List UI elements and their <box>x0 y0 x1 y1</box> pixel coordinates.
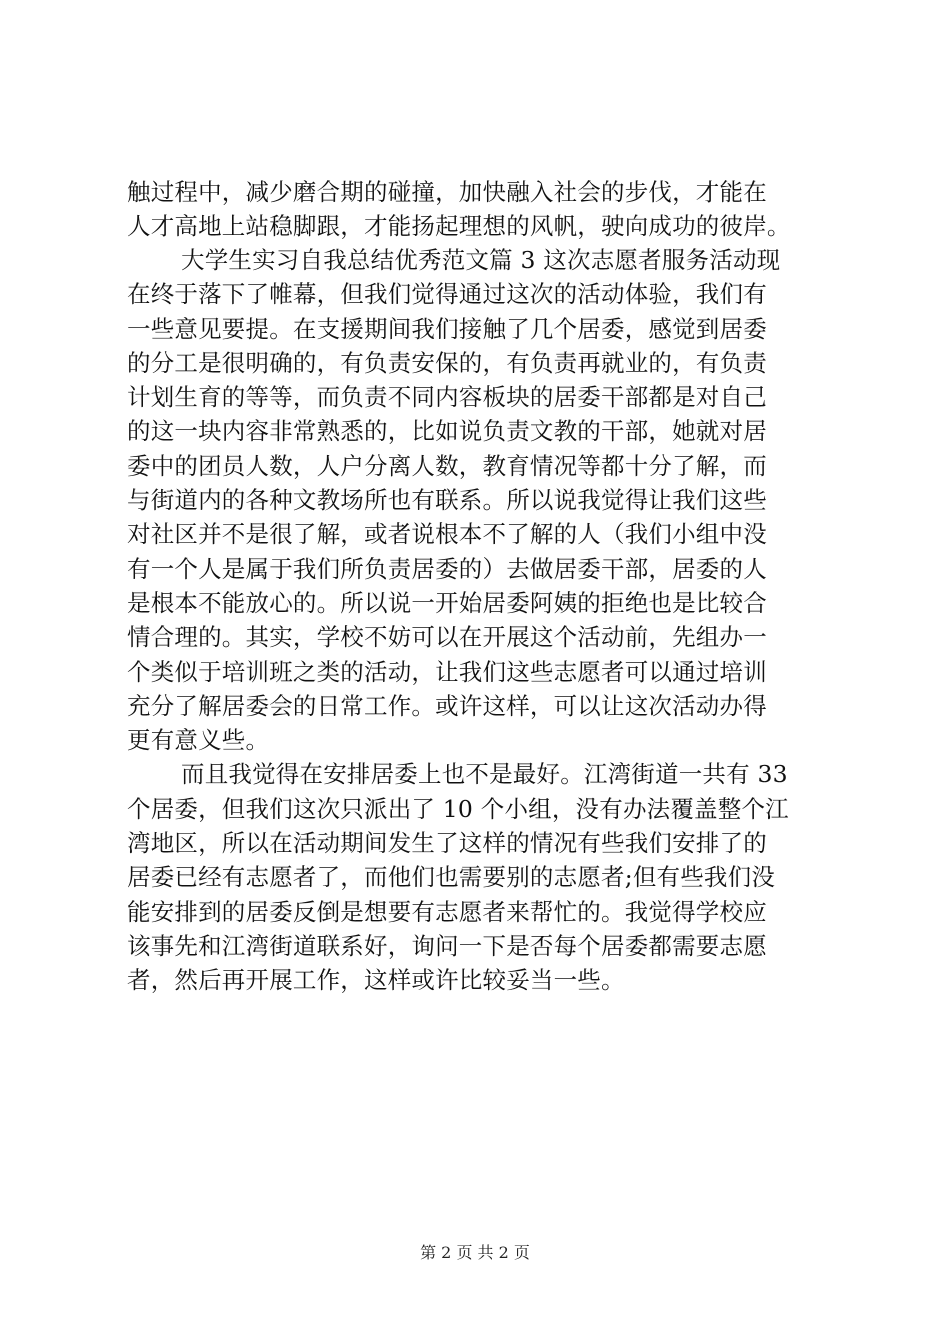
text-line: 者，然后再开展工作，这样或许比较妥当一些。 <box>127 966 625 995</box>
paragraph-4 <box>127 757 847 997</box>
text-line: 的分工是很明确的，有负责安保的，有负责再就业的，有负责 <box>127 348 767 377</box>
text-line: 触过程中，减少磨合期的碰撞，加快融入社会的步伐，才能在 <box>127 178 767 206</box>
text-line: 对社区并不是很了解，或者说根本不了解的人（我们小组中没 <box>127 520 767 549</box>
text-line: 是根本不能放心的。所以说一开始居委阿姨的拒绝也是比较合 <box>127 588 767 617</box>
text-line: 计划生育的等等，而负责不同内容板块的居委干部都是对自己 <box>127 383 767 412</box>
text-line: 而且我觉得在安排居委上也不是最好。江湾街道一共有 33 <box>181 760 788 789</box>
text-line: 有一个人是属于我们所负责居委的）去做居委干部，居委的人 <box>127 554 767 583</box>
text-line: 在终于落下了帷幕，但我们觉得通过这次的活动体验，我们有 <box>127 280 767 309</box>
text-line: 湾地区，所以在活动期间发生了这样的情况有些我们安排了的 <box>127 829 767 858</box>
text-line: 充分了解居委会的日常工作。或许这样，可以让这次活动办得 <box>127 691 767 720</box>
text-line: 更有意义些。 <box>127 726 270 755</box>
text-line: 个居委，但我们这次只派出了 10 个小组，没有办法覆盖整个江 <box>127 794 789 823</box>
text-line: 一些意见要提。在支援期间我们接触了几个居委，感觉到居委 <box>127 314 767 343</box>
text-line: 能安排到的居委反倒是想要有志愿者来帮忙的。我觉得学校应 <box>127 897 767 926</box>
text-line: 个类似于培训班之类的活动，让我们这些志愿者可以通过培训 <box>127 657 767 686</box>
text-line: 该事先和江湾街道联系好，询问一下是否每个居委都需要志愿 <box>127 931 767 960</box>
page-footer: 第 2 页 共 2 页 <box>420 1243 530 1262</box>
text-line: 的这一块内容非常熟悉的，比如说负责文教的干部，她就对居 <box>127 417 767 446</box>
text-line: 与街道内的各种文教场所也有联系。所以说我觉得让我们这些 <box>127 486 767 515</box>
text-line: 人才高地上站稳脚跟，才能扬起理想的风帆，驶向成功的彼岸。 <box>127 212 791 241</box>
continuation-text <box>127 175 847 244</box>
text-line: 情合理的。其实，学校不妨可以在开展这个活动前，先组办一 <box>127 623 767 652</box>
text-line: 居委已经有志愿者了，而他们也需要别的志愿者;但有些我们没 <box>127 863 776 892</box>
text-line: 委中的团员人数，人户分离人数，教育情况等都十分了解，而 <box>127 451 767 480</box>
text-line: 大学生实习自我总结优秀范文篇 3 这次志愿者服务活动现 <box>181 246 781 274</box>
body-text <box>127 243 847 998</box>
paragraph-3 <box>127 243 847 757</box>
